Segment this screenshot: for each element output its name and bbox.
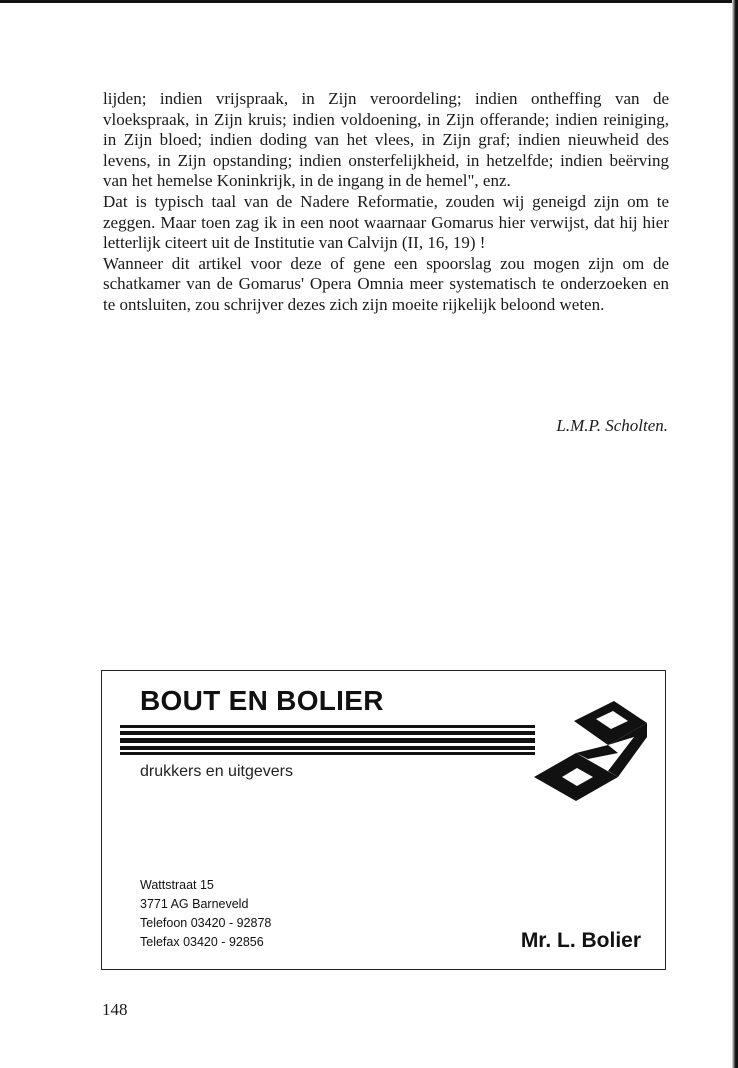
- page-number: 148: [102, 1000, 128, 1019]
- address-phone: Telefoon 03420 - 92878: [140, 916, 272, 930]
- address-fax: Telefax 03420 - 92856: [140, 935, 264, 949]
- scan-edge-right: [732, 0, 738, 1068]
- author-signature: L.M.P. Scholten.: [556, 416, 668, 435]
- company-name: BOUT EN BOLIER: [140, 685, 384, 716]
- bb-logo-icon: [514, 697, 649, 809]
- speed-bar-graphic: [120, 725, 535, 757]
- contact-person: Mr. L. Bolier: [520, 929, 641, 952]
- paragraph-3: Wanneer dit artikel voor deze of gene een spoorslag zou mogen zijn om de schatkamer van de Gomarus' Opera Omnia meer systematisch te onderzoeken en te ontsluiten, zou schrijver dezes zich zijn moeite rijkelijk beloond weten.: [103, 253, 669, 314]
- advertisement-box: [101, 670, 666, 970]
- paragraph-2: Dat is typisch taal van de Nadere Reformatie, zouden wij geneigd zijn om te zeggen. Maar toen zag ik in een noot waarnaar Gomarus hier verwijst, dat hij hier letterlijk citeert uit de Institutie van Calvijn (II, 16, 19) !: [103, 191, 669, 253]
- address-city: 3771 AG Barneveld: [140, 897, 249, 911]
- address-street: Wattstraat 15: [140, 878, 214, 892]
- company-address: [140, 876, 271, 952]
- paragraph-1: lijden; indien vrijspraak, in Zijn veroordeling; indien ontheffing van de vloekspraak, in Zijn kruis; indien voldoening, in Zijn offerande; indien reiniging, in Zijn bloed; indien doding van het vlees, in Zijn graf; indien nieuwheid des levens, in Zijn opstanding; indien onsterfelijkheid, in hetzelfde; indien beërving van het hemelse Koninkrijk, in de ingang in de hemel", enz.: [103, 89, 669, 191]
- article-text: [103, 89, 669, 316]
- company-tagline: drukkers en uitgevers: [140, 763, 293, 780]
- scan-edge-top: [0, 0, 738, 3]
